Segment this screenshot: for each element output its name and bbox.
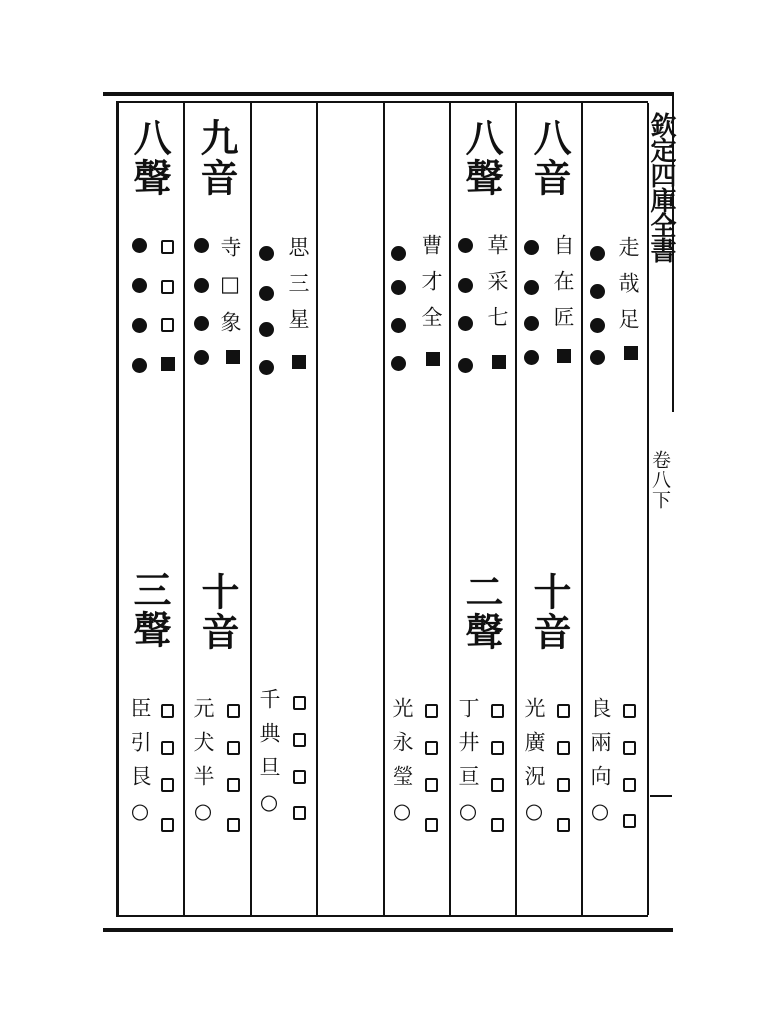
- column-3-mark-d: [259, 360, 274, 375]
- column-5-mark-d: [458, 358, 473, 373]
- margin-mark: [650, 795, 672, 797]
- column-7-lower-chars: [589, 697, 610, 836]
- column-3-square: [292, 355, 306, 369]
- column-2-lbox-1: [227, 704, 240, 718]
- column-2-mark-c: [194, 316, 209, 331]
- column-3-mark-c: [259, 322, 274, 337]
- rule-4: [383, 103, 385, 915]
- column-5-lower-char-2: 井: [456, 731, 480, 765]
- column-6-upper-char-1: 自: [551, 234, 575, 270]
- column-4-mark-c: [391, 318, 406, 333]
- column-5-lower-chars: [457, 697, 478, 836]
- column-2-lbox-2: [227, 741, 240, 755]
- column-6-upper-chars: [552, 234, 573, 342]
- column-4-lbox-4: [425, 818, 438, 832]
- column-7-lbox-2: [623, 741, 636, 755]
- column-4-upper-char-1: 曹: [419, 234, 443, 270]
- column-2-lower-char-3: 半: [191, 765, 215, 799]
- volume-label: 卷八下: [649, 450, 671, 510]
- column-5-header-lower: 二聲: [459, 572, 504, 652]
- column-5-lower-char-4: ○: [456, 799, 480, 836]
- column-4-lower-char-1: 光: [390, 697, 414, 731]
- left-border: [116, 101, 119, 917]
- column-4-lower-char-2: 永: [390, 731, 414, 765]
- column-1-mark-a: [132, 238, 147, 253]
- column-7-mark-c: [590, 318, 605, 333]
- column-4-mark-b: [391, 280, 406, 295]
- column-6-lower-char-3: 況: [522, 765, 546, 799]
- column-5-lower-char-3: 亘: [456, 765, 480, 799]
- column-3-mark-a: [259, 246, 274, 261]
- column-1-lbox-1: [161, 704, 174, 718]
- rule-3: [316, 103, 318, 915]
- column-6-lbox-2: [557, 741, 570, 755]
- column-7-lower-char-4: ○: [588, 799, 612, 836]
- column-1-lbox-3: [161, 778, 174, 792]
- column-2-square: [226, 350, 240, 364]
- column-7-lower-char-2: 兩: [588, 731, 612, 765]
- column-1-lower-char-2: 引: [128, 731, 152, 765]
- column-6-header-lower: 十音: [527, 572, 572, 652]
- rule-1: [183, 103, 185, 915]
- column-4-lower-chars: [391, 697, 412, 836]
- column-7-mark-d: [590, 350, 605, 365]
- column-4-upper-chars: [420, 234, 441, 342]
- column-2-lbox-3: [227, 778, 240, 792]
- column-7-upper-char-2: 哉: [616, 272, 640, 308]
- column-7-lower-char-3: 向: [588, 765, 612, 799]
- column-1-lower-chars: [129, 697, 150, 836]
- column-3-upper-char-2: 三: [286, 272, 310, 308]
- column-5-lower-char-1: 丁: [456, 697, 480, 731]
- column-5-header: 八聲: [459, 118, 504, 198]
- column-5-upper-char-1: 草: [485, 234, 509, 270]
- column-6-lower-char-1: 光: [522, 697, 546, 731]
- column-6-mark-b: [524, 280, 539, 295]
- column-2-upper-char-2: □: [218, 272, 242, 311]
- column-7-lbox-3: [623, 778, 636, 792]
- column-6-lbox-4: [557, 818, 570, 832]
- column-3-lower-char-3: 旦: [257, 756, 281, 790]
- column-5-upper-char-3: 七: [485, 306, 509, 342]
- column-6-mark-c: [524, 316, 539, 331]
- column-2-mark-a: [194, 238, 209, 253]
- column-5-lbox-2: [491, 741, 504, 755]
- column-6-square: [557, 349, 571, 363]
- column-1-lower-char-1: 臣: [128, 697, 152, 731]
- column-2-lower-char-1: 元: [191, 697, 215, 731]
- column-1-header-lower: 三聲: [127, 570, 172, 650]
- column-4-mark-a: [391, 246, 406, 261]
- column-5-upper-char-2: 采: [485, 270, 509, 306]
- column-1-mark-d: [132, 358, 147, 373]
- column-3-lbox-2: [293, 733, 306, 747]
- column-2-mark-b: [194, 278, 209, 293]
- column-6-lower-char-2: 廣: [522, 731, 546, 765]
- column-7-upper-chars: [617, 236, 638, 344]
- column-6-lbox-3: [557, 778, 570, 792]
- column-5-upper-chars: [486, 234, 507, 342]
- column-3-upper-chars: [287, 236, 308, 344]
- column-4-mark-d: [391, 356, 406, 371]
- rule-2: [250, 103, 252, 915]
- column-5-square: [492, 355, 506, 369]
- column-1-lower-char-3: 艮: [128, 765, 152, 799]
- column-3-lbox-1: [293, 696, 306, 710]
- column-2-header-lower: 十音: [195, 572, 240, 652]
- column-4-square: [426, 352, 440, 366]
- column-2-upper-char-1: 寺: [218, 236, 242, 272]
- column-5-lbox-1: [491, 704, 504, 718]
- column-6-header: 八音: [527, 118, 572, 198]
- rule-6: [515, 103, 517, 915]
- column-6-mark-a: [524, 240, 539, 255]
- column-1-lower-char-4: ○: [128, 799, 152, 836]
- column-6-lower-char-4: ○: [522, 799, 546, 836]
- column-2-header: 九音: [194, 118, 239, 198]
- column-2-upper-chars: [219, 236, 240, 347]
- column-3-lower-char-2: 典: [257, 722, 281, 756]
- top-border: [103, 92, 673, 96]
- column-3-upper-char-3: 星: [286, 308, 310, 344]
- column-6-lbox-1: [557, 704, 570, 718]
- column-2-lower-char-2: 犬: [191, 731, 215, 765]
- column-1-lbox-2: [161, 741, 174, 755]
- column-2-mark-d: [194, 350, 209, 365]
- column-1-lbox-4: [161, 818, 174, 832]
- column-7-mark-b: [590, 284, 605, 299]
- column-5-lbox-3: [491, 778, 504, 792]
- bottom-border: [103, 928, 673, 932]
- column-7-square: [624, 346, 638, 360]
- column-3-lbox-4: [293, 806, 306, 820]
- column-5-mark-c: [458, 316, 473, 331]
- column-4-lower-char-3: 瑩: [390, 765, 414, 799]
- column-3-lbox-3: [293, 770, 306, 784]
- column-7-lower-char-1: 良: [588, 697, 612, 731]
- rule-7: [581, 103, 583, 915]
- column-5-lbox-4: [491, 818, 504, 832]
- column-2-lbox-4: [227, 818, 240, 832]
- column-3-mark-b: [259, 286, 274, 301]
- column-6-upper-char-2: 在: [551, 270, 575, 306]
- column-4-lbox-2: [425, 741, 438, 755]
- rule-5: [449, 103, 451, 915]
- column-4-lbox-1: [425, 704, 438, 718]
- column-7-lbox-1: [623, 704, 636, 718]
- column-4-upper-char-3: 全: [419, 306, 443, 342]
- column-2-lower-chars: [192, 697, 213, 836]
- column-1-header: 八聲: [127, 118, 172, 198]
- column-7-lbox-4: [623, 814, 636, 828]
- column-6-upper-char-3: 匠: [551, 306, 575, 342]
- column-5-mark-a: [458, 238, 473, 253]
- column-3-lower-char-1: 千: [257, 688, 281, 722]
- column-5-mark-b: [458, 278, 473, 293]
- column-2-lower-char-4: ○: [191, 799, 215, 836]
- book-title: 欽定四庫全書: [646, 112, 676, 262]
- column-1-box-1: [161, 240, 174, 254]
- column-7-upper-char-3: 足: [616, 308, 640, 344]
- column-3-upper-char-1: 思: [286, 236, 310, 272]
- column-1-box-3: [161, 318, 174, 332]
- column-6-mark-d: [524, 350, 539, 365]
- column-4-lbox-3: [425, 778, 438, 792]
- column-3-lower-char-4: ○: [257, 790, 281, 827]
- column-2-upper-char-3: 象: [218, 311, 242, 347]
- column-1-box-2: [161, 280, 174, 294]
- column-1-mark-c: [132, 318, 147, 333]
- bottom-border-inner: [118, 915, 648, 917]
- column-1-mark-b: [132, 278, 147, 293]
- column-7-upper-char-1: 走: [616, 236, 640, 272]
- column-3-lower-chars: [258, 688, 279, 827]
- column-4-lower-char-4: ○: [390, 799, 414, 836]
- column-4-upper-char-2: 才: [419, 270, 443, 306]
- column-1-square: [161, 357, 175, 371]
- column-7-mark-a: [590, 246, 605, 261]
- column-6-lower-chars: [523, 697, 544, 836]
